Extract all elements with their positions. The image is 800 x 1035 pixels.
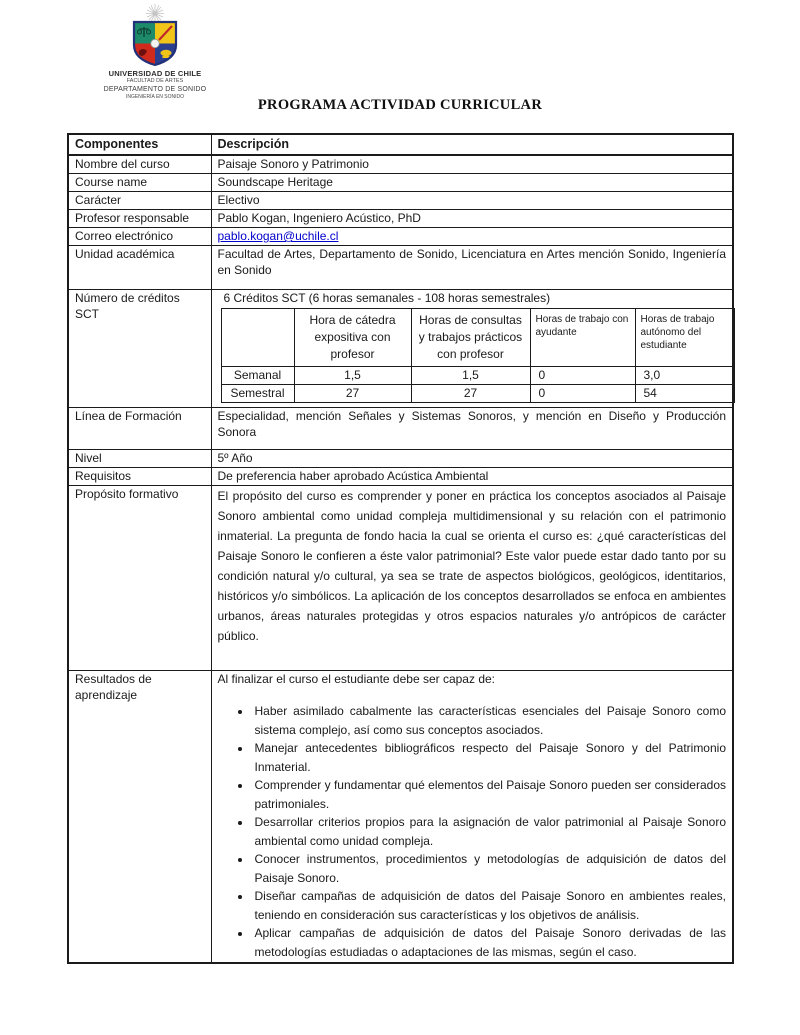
row-value: Facultad de Artes, Departamento de Sonido, Licenciatura en Artes mención Sonido, Ingeniería en Sonido [211, 246, 733, 290]
week-value: 0 [530, 367, 635, 385]
table-row [68, 210, 733, 228]
table-row [68, 192, 733, 210]
logo-university-name: UNIVERSIDAD DE CHILE [108, 69, 202, 78]
inner-header-empty [221, 309, 294, 367]
table-row [68, 174, 733, 192]
row-value: Pablo Kogan, Ingeniero Acústico, PhD [211, 210, 733, 228]
row-value: De preferencia haber aprobado Acústica Ambiental [211, 468, 733, 486]
row-value: Especialidad, mención Señales y Sistemas Sonoros, y mención en Diseño y Producción Sonora [211, 408, 733, 450]
row-label: Requisitos [68, 468, 211, 486]
table-row [68, 408, 733, 450]
credit-hours-semester-row [221, 385, 734, 403]
resultados-row [68, 671, 733, 964]
semester-value: 54 [635, 385, 734, 403]
row-label: Correo electrónico [68, 228, 211, 246]
inner-header-autonomo: Horas de trabajo autónomo del estudiante [635, 309, 734, 367]
row-value [211, 228, 733, 246]
program-table [67, 133, 734, 964]
week-value: 3,0 [635, 367, 734, 385]
row-value: Soundscape Heritage [211, 174, 733, 192]
resultados-cell [211, 671, 733, 964]
semester-value: 27 [411, 385, 530, 403]
page-title: PROGRAMA ACTIVIDAD CURRICULAR [257, 97, 543, 113]
row-label: Unidad académica [68, 246, 211, 290]
bullet-item: • Aplicar campañas de adquisición de datos del Paisaje Sonoro derivadas de las metodologías estudiadas o adaptaciones de las mismas, según el caso. [252, 924, 727, 961]
semester-label: Semestral [221, 385, 294, 403]
table-row [68, 228, 733, 246]
credits-row [68, 290, 733, 408]
row-label: Carácter [68, 192, 211, 210]
row-label: Nombre del curso [68, 155, 211, 174]
proposito-paragraph: El propósito del curso es comprender y poner en práctica los conceptos asociados al Paisaje Sonoro ambiental como unidad compleja multidimensional y su relación con el patrimonio inmaterial. La pregunta de fondo hacia la cual se orienta el curso es: ¿qué características del Paisaje Sonoro le confieren a éste valor patrimonial? Este valor puede estar dado tanto por su condición natural y/o cultural, ya sea se trate de aspectos biológicos, geológicos, identitarios, históricos y/o simbólicos. La aplicación de los conceptos desarrollados se enfoca en ambientes urbanos, áreas naturales protegidas y otros espacios naturales y/o antrópicos de carácter público. [217, 489, 726, 643]
header-componentes: Componentes [68, 134, 211, 155]
week-value: 1,5 [294, 367, 411, 385]
proposito-text-cell [211, 486, 733, 671]
row-label: Propósito formativo [68, 486, 211, 671]
table-row [68, 468, 733, 486]
proposito-row [68, 486, 733, 671]
logo-program-name: INGENIERÍA EN SONIDO [125, 94, 185, 100]
resultados-intro: Al finalizar el curso el estudiante debe ser capaz de: [217, 672, 495, 686]
row-label: Resultados de aprendizaje [68, 671, 211, 964]
row-label: Número de créditos SCT [68, 290, 211, 408]
row-value: Electivo [211, 192, 733, 210]
bullet-item: • Conocer instrumentos, procedimientos y metodologías de adquisición de datos del Paisaje Sonoro. [252, 850, 727, 887]
credits-cell [211, 290, 733, 408]
email-link[interactable]: pablo.kogan@uchile.cl [217, 229, 339, 243]
semester-value: 27 [294, 385, 411, 403]
table-row [68, 450, 733, 468]
resultados-bullet-list [218, 702, 727, 961]
university-logo-block [70, 4, 240, 101]
header-descripcion: Descripción [211, 134, 733, 155]
row-label: Course name [68, 174, 211, 192]
bullet-item: • Comprender y fundamentar qué elementos del Paisaje Sonoro pueden ser considerados patrimoniales. [252, 776, 727, 813]
inner-header-consultas: Horas de consultas y trabajos prácticos con profesor [411, 309, 530, 367]
credits-summary: 6 Créditos SCT (6 horas semanales - 108 horas semestrales) [223, 291, 551, 305]
bullet-item: • Haber asimilado cabalmente las características esenciales del Paisaje Sonoro como sistema complejo, así como sus conceptos asociados. [252, 702, 727, 739]
row-label: Profesor responsable [68, 210, 211, 228]
credit-hours-header-row [221, 309, 734, 367]
inner-header-catedra: Hora de cátedra expositiva con profesor [294, 309, 411, 367]
table-row [68, 155, 733, 174]
row-label: Nivel [68, 450, 211, 468]
credit-hours-week-row [221, 367, 734, 385]
bullet-item: • Manejar antecedentes bibliográficos respecto del Paisaje Sonoro y del Patrimonio Inmaterial. [252, 739, 727, 776]
table-row [68, 246, 733, 290]
week-value: 1,5 [411, 367, 530, 385]
credit-hours-table [221, 308, 735, 403]
bullet-item: • Diseñar campañas de adquisición de datos del Paisaje Sonoro en ambientes reales, teniendo en consideración sus características y los objetivos de análisis. [252, 887, 727, 924]
semester-value: 0 [530, 385, 635, 403]
table-header-row [68, 134, 733, 155]
university-crest-icon [126, 4, 184, 68]
week-label: Semanal [221, 367, 294, 385]
row-value: 5º Año [211, 450, 733, 468]
logo-department-name: DEPARTAMENTO DE SONIDO [103, 86, 207, 93]
row-label: Línea de Formación [68, 408, 211, 450]
bullet-item: • Desarrollar criterios propios para la asignación de valor patrimonial al Paisaje Sonoro ambiental como unidad compleja. [252, 813, 727, 850]
logo-faculty-name: FACULTAD DE ARTES [126, 78, 184, 84]
row-value: Paisaje Sonoro y Patrimonio [211, 155, 733, 174]
inner-header-ayudante: Horas de trabajo con ayudante [530, 309, 635, 367]
